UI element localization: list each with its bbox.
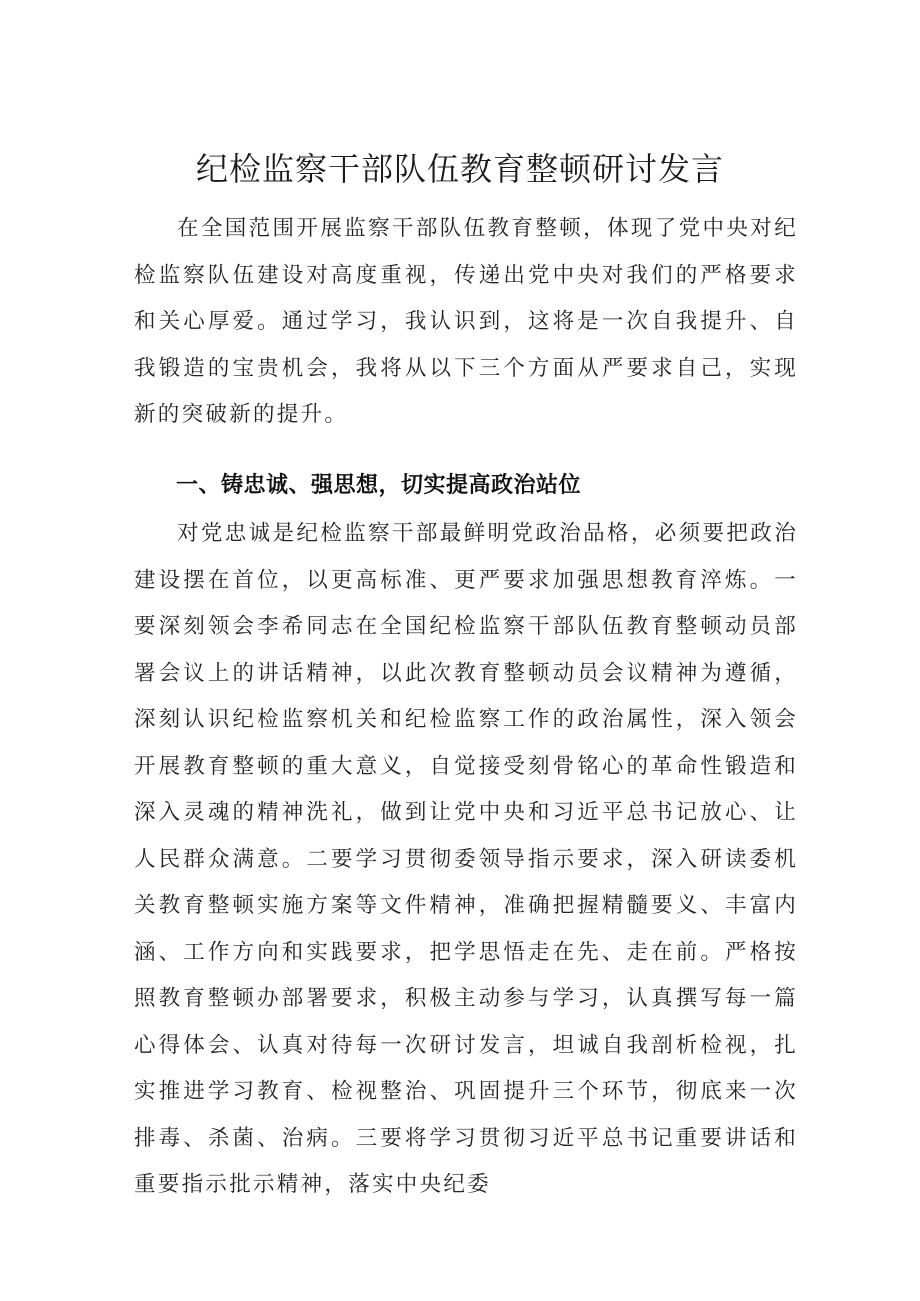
intro-paragraph: 在全国范围开展监察干部队伍教育整顿，体现了党中央对纪检监察队伍建设对高度重视，传递出党中央对我们的严格要求和关心厚爱。通过学习，我认识到，这将是一次自我提升、自我锻造的宝贵机会，我将从以下三个方面从严要求自己，实现新的突破新的提升。 <box>134 216 798 427</box>
section-heading-1: 一、铸忠诚、强思想，切实提高政治站位 <box>176 473 582 498</box>
document-title: 纪检监察干部队伍教育整顿研讨发言 <box>195 150 724 188</box>
section-1-paragraph: 对党忠诚是纪检监察干部最鲜明党政治品格，必须要把政治建设摆在首位，以更高标准、更严要求加强思想教育淬炼。一要深刻领会李希同志在全国纪检监察干部队伍教育整顿动员部署会议上的讲话精神，以此次教育整顿动员会议精神为遵循，深刻认识纪检监察机关和纪检监察工作的政治属性，深入领会开展教育整顿的重大意义，自觉接受刻骨铭心的革命性锻造和深入灵魂的精神洗礼，做到让党中央和习近平总书记放心、让人民群众满意。二要学习贯彻委领导指示要求，深入研读委机关教育整顿实施方案等文件精神，准确把握精髓要义、丰富内涵、工作方向和实践要求，把学思悟走在先、走在前。严格按照教育整顿办部署要求，积极主动参与学习，认真撰写每一篇心得体会、认真对待每一次研讨发言，坦诚自我剖析检视，扎实推进学习教育、检视整治、巩固提升三个环节，彻底来一次排毒、杀菌、治病。三要将学习贯彻习近平总书记重要讲话和重要指示批示精神，落实中央纪委 <box>134 521 798 1197</box>
